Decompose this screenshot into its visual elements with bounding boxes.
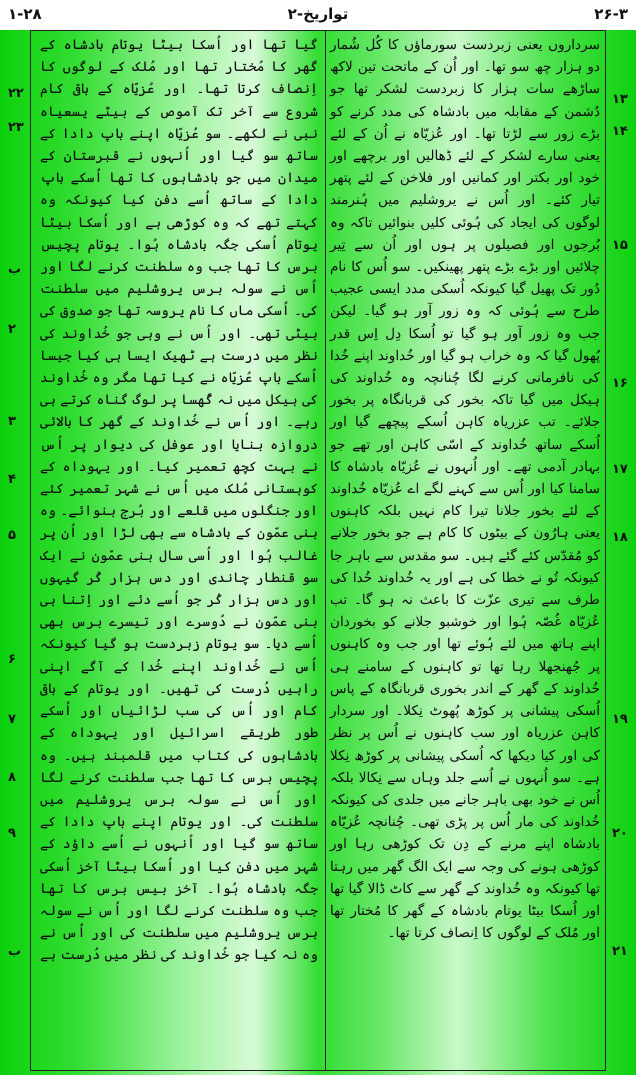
verse-number: ۱۴: [612, 124, 628, 139]
verse-number: ۲۱: [612, 944, 628, 959]
verse-number: ۳: [8, 414, 16, 429]
left-column-text: گیا تھا اور اُسکا بیٹا یوتام بادشاہ کے گھر کا مُختار تھا اور مُلک کے لوگوں کا اِنصاف کرتا تھا۔ اور عُزیّاہ کے باقی کام شروع سے آخر تک آموص کے بیٹے یسعیاہ نبی نے لکھے۔ سو عُزیّاہ اپنے باپ دادا کے ساتھ سو گیا اور اُنہوں نے قبرستان کے میدان میں جو بادشاہوں کا تھا اُسکے باپ دادا کے ساتھ اُسے دفن کیا کیونکہ وہ کہتے تھے کہ وہ کوڑھی ہے اور اُسکا بیٹا یوتام اُسکی جگہ بادشاہ ہُوا۔ یوتام پچیس برس کا تھا جب وہ سلطنت کرنے لگا اور اُس نے سولہ برس یروشلیم میں سلطنت کی۔ اُسکی ماں کا نام یروسہ تھا جو صدوق کی بیٹی تھی۔ اور اُس نے وہی جو خُداوند کی نظر میں درست ہے ٹھیک ایسا ہی کیا جیسا اُسکے باپ عُزیّاہ نے کیا تھا مگر وہ خُداوند کی ہیکل میں نہ گُھسا پر لوگ گناہ کرتے ہی رہے۔ اور اُس نے خُداوند کے گھر کا بالائی دروازہ بنایا اور عوفل کی دیوار پر اُس نے بہت کچھ تعمیر کیا۔ اور یہوداہ کے کوہستانی مُلک میں اُس نے شہر تعمیر کئے اور جنگلوں میں قلعے اور بُرج بنوائے۔ وہ بنی عمّون کے بادشاہ سے بھی لڑا اور اُن پر غالب ہُوا اور اُسی سال بنی عمّون نے ایک سو قنطار چاندی اور دس ہزار کُر گیہوں اور دس ہزار کُر جو اُسے دئے اور اِتنا ہی بنی عمّون نے دُوسرے اور تیسرے برس بھی اُسے دیا۔ سو یوتام زبردست ہو گیا کیونکہ اُس نے خُداوند اپنے خُدا کے آگے اپنی راہیں دُرست کی تھیں۔ اور یوتام کے باقی کام اور اُس کی سب لڑائیاں اور اُسکے طور طریقے اسرائیل اور یہوداہ کے بادشاہوں کی کتاب میں قلمبند ہیں۔ وہ پچیس برس کا تھا جب سلطنت کرنے لگا اور اُس نے سولہ برس یروشلیم میں سلطنت کی۔ اور یوتام اپنے باپ دادا کے ساتھ سو گیا اور اُنہوں نے اُسے داؤد کے شہر میں دفن کیا اور اُسکا بیٹا آخز اُسکی جگہ بادشاہ ہُوا۔ آخز بیس برس کا تھا جب وہ سلطنت کرنے لگا اور اُس نے سولہ برس یروشلیم میں سلطنت کی اور اُس نے وہ نہ کیا جو خُداوند کی نظر میں دُرست ہے: [40, 37, 318, 964]
book-title: ۲-تواریخ: [287, 5, 349, 23]
verse-number: ۵: [8, 528, 16, 543]
footer-rule: [30, 1070, 606, 1071]
verse-number: ۴: [8, 472, 16, 487]
right-margin-line: [605, 30, 606, 1070]
verse-number: ۱۷: [612, 462, 628, 477]
verse-number: ۲۲: [8, 86, 24, 101]
page-ref-right: ۲۶-۳: [594, 5, 628, 23]
verse-number: ۱۳: [612, 92, 628, 107]
verse-number: ۶: [8, 652, 16, 667]
verse-number: ب: [8, 262, 22, 277]
column-divider: [325, 30, 326, 1070]
page-ref-left: ۱-۲۸: [8, 5, 42, 23]
verse-number: ب: [8, 944, 22, 959]
verse-number: ۱۸: [612, 530, 628, 545]
left-margin-line: [30, 30, 31, 1070]
verse-number: ۱۹: [612, 712, 628, 727]
verse-number: ۷: [8, 712, 16, 727]
verse-number: ۲۳: [8, 120, 24, 135]
page-header: [0, 0, 636, 30]
verse-number: ۹: [8, 826, 16, 841]
verse-number: ۸: [8, 770, 16, 785]
verse-number: ۱۵: [612, 238, 628, 253]
verse-number: ۲: [8, 322, 16, 337]
header-rule: [30, 30, 606, 31]
right-column-text: سرداروں یعنی زبردست سورماؤں کا کُل شُمار دو ہزار چھ سو تھا۔ اور اُن کے ماتحت تین لاکھ ساڑھے سات ہزار کا زبردست لشکر تھا جو دُشمن کے مقابلہ میں بادشاہ کی مدد کرنے کو بڑے زور سے لڑتا تھا۔ اور عُزیّاہ نے اُن کے لئے یعنی سارے لشکر کے لئے ڈھالیں اور برچھے اور خود اور بکتر اور کمانیں اور فلاخن کے لئے پتھر تیار کئے۔ اور اُس نے یروشلیم میں ہُنرمند لوگوں کی ایجاد کی ہُوئی کلیں بنوائیں تاکہ وہ بُرجوں اور فصیلوں پر ہوں اور اُن سے تِیر چلائیں اور بڑے بڑے پتھر پھینکیں۔ سو اُس کا نام دُور تک پھیل گیا کیونکہ اُسکی مدد ایسی عجیب طرح سے ہُوئی کہ وہ زور آور ہو گیا۔ لیکن جب وہ زور آور ہو گیا تو اُسکا دِل اِس قدر پُھول گیا کہ وہ خراب ہو گیا اور خُداوند اپنے خُدا کی نافرمانی کرنے لگا چُنانچہ وہ خُداوند کی ہیکل میں گیا تاکہ بخور کی قربانگاہ پر بخور جلائے۔ تب عزریاہ کاہن اُسکے پیچھے گیا اور اُسکے ساتھ خُداوند کے اسّی کاہن اور تھے جو بہادر آدمی تھے۔ اور اُنہوں نے عُزیّاہ بادشاہ کا سامنا کیا اور اُس سے کہنے لگے اے عُزیّاہ خُداوند کے لئے بخور جلانا تیرا کام نہیں بلکہ کاہنوں یعنی ہارُون کے بیٹوں کا کام ہے جو بخور جلانے کو مُقدّس کئے گئے ہیں۔ سو مقدس سے باہر جا کیونکہ تُو نے خطا کی ہے اور یہ خُداوند خُدا کی طرف سے تیری عزّت کا باعث نہ ہو گا۔ تب عُزیّاہ غُصّہ ہُوا اور خوشبو جلانے کو بخوردان اپنے ہاتھ میں لئے ہُوئے تھا اور جب وہ کاہنوں پر جُھنجھلا رہا تھا تو کاہنوں کے سامنے ہی خُداوند کے گھر کے اندر بخوری قربانگاہ کے پاس اُسکی پیشانی پر کوڑھ پُھوٹ نِکلا۔ اور سردار کاہن عزریاہ اور سب کاہنوں نے اُس پر نظر کی اور کیا دیکھا کہ اُسکی پیشانی پر کوڑھ نِکلا ہے۔ سو اُنہوں نے اُسے جلد وہاں سے نِکالا بلکہ اُس نے خود بھی باہر جانے میں جلدی کی کیونکہ خُداوند کی مار اُس پر پڑی تھی۔ چُنانچہ عُزیّاہ بادشاہ اپنے مرنے کے دِن تک کوڑھی رہا اور کوڑھی ہونے کی وجہ سے ایک الگ گھر میں رہتا تھا کیونکہ وہ خُداوند کے گھر سے کاٹ ڈالا گیا تھا اور اُسکا بیٹا یوتام بادشاہ کے گھر کا مُختار تھا اور مُلک کے لوگوں کا اِنصاف کرتا تھا۔: [330, 37, 600, 942]
verse-number: ۲۰: [612, 826, 628, 841]
verse-number: ۱۶: [612, 376, 628, 391]
